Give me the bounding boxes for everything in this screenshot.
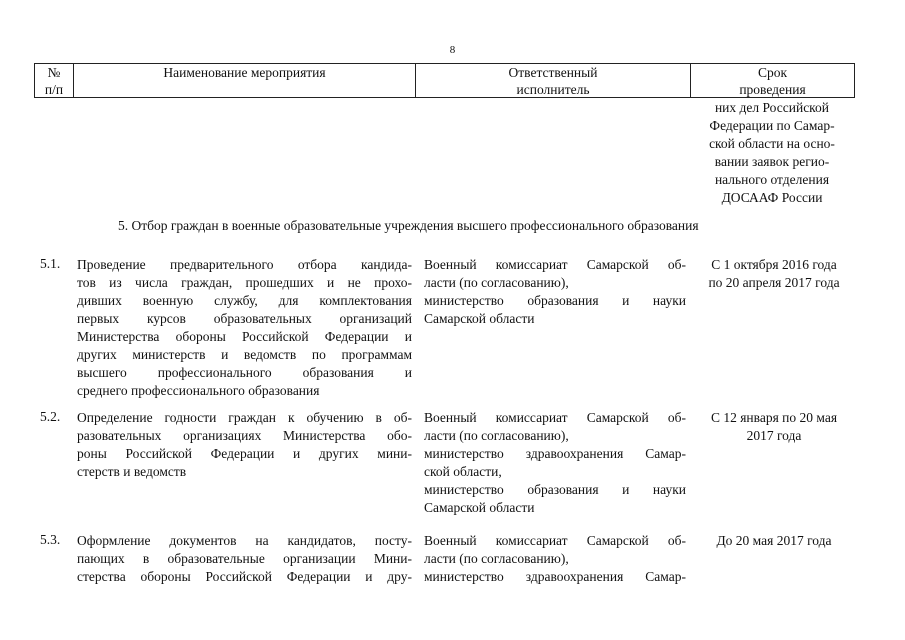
row-responsible-cell [424, 532, 686, 586]
row-resp-line: министерство образования и науки [424, 482, 686, 497]
row-name-line: тов из числа граждан, прошедших и не прохо- [77, 275, 412, 290]
row-name-line: пающих в образовательные организации Мини- [77, 551, 412, 566]
row-term-line: С 1 октября 2016 года [711, 257, 837, 272]
row-resp-line: Самарской области [424, 311, 535, 326]
row-resp-line: министерство здравоохранения Самар- [424, 446, 686, 461]
header-resp-line2: исполнитель [516, 82, 590, 97]
row-resp-line: Военный комиссариат Самарской об- [424, 257, 686, 272]
row-number: 5.1. [40, 256, 61, 271]
row-name-line: разовательных организациях Министерства обо- [77, 428, 412, 443]
continuation-line: ДОСААФ России [721, 190, 823, 205]
header-term [691, 64, 854, 98]
row-term-cell [690, 256, 858, 292]
row-name-line: Оформление документов на кандидатов, посту- [77, 533, 412, 548]
header-term-line2: проведения [739, 82, 806, 97]
row-name-line: роны Российской Федерации и других мини- [77, 446, 412, 461]
header-name-label: Наименование мероприятия [163, 65, 326, 80]
row-name-line: стерств и ведомств [77, 464, 187, 479]
row-responsible-cell [424, 409, 686, 517]
row-term-line: 2017 года [746, 428, 802, 443]
row-number: 5.3. [40, 532, 61, 547]
row-number: 5.2. [40, 409, 61, 424]
row-name-line: Определение годности граждан к обучению в об- [77, 410, 412, 425]
header-num-line2: п/п [44, 82, 64, 97]
continuation-line: ской области на осно- [709, 136, 835, 151]
header-num-line1: № [47, 65, 61, 80]
row-term-line: по 20 апреля 2017 года [708, 275, 840, 290]
row-resp-line: ской области, [424, 464, 502, 479]
row-name-line: первых курсов образовательных организаций [77, 311, 412, 326]
row-resp-line: Самарской области [424, 500, 535, 515]
row-resp-line: министерство образования и науки [424, 293, 686, 308]
section-title: 5. Отбор граждан в военные образовательные учреждения высшего профессионального образования [118, 218, 699, 233]
row-name-line: стерства обороны Российской Федерации и дру- [77, 569, 412, 584]
row-resp-line: Военный комиссариат Самарской об- [424, 410, 686, 425]
continuation-term-cell [688, 99, 856, 207]
row-responsible-cell [424, 256, 686, 328]
row-resp-line: Военный комиссариат Самарской об- [424, 533, 686, 548]
row-name-line: других министерств и ведомств по программам [77, 347, 412, 362]
row-resp-line: ласти (по согласованию), [424, 551, 569, 566]
header-responsible [416, 64, 690, 98]
page-number: 8 [449, 44, 456, 56]
row-term-cell [690, 532, 858, 550]
row-name-line: Министерства обороны Российской Федерации и [77, 329, 412, 344]
header-num [34, 64, 74, 98]
row-name-line: среднего профессионального образования [77, 383, 320, 398]
row-name-cell [77, 409, 412, 481]
row-resp-line: ласти (по согласованию), [424, 275, 569, 290]
row-name-line: высшего профессионального образования и [77, 365, 412, 380]
row-term-line: С 12 января по 20 мая [710, 410, 838, 425]
row-term-cell [690, 409, 858, 445]
continuation-line: Федерации по Самар- [709, 118, 835, 133]
continuation-line: вании заявок регио- [714, 154, 830, 169]
row-name-line: Проведение предварительного отбора кандида- [77, 257, 412, 272]
row-resp-line: министерство здравоохранения Самар- [424, 569, 686, 584]
continuation-line: них дел Российской [714, 100, 830, 115]
row-term-line: До 20 мая 2017 года [716, 533, 832, 548]
header-right-border [854, 63, 855, 98]
row-name-cell [77, 532, 412, 586]
header-name [74, 64, 415, 81]
header-resp-line1: Ответственный [508, 65, 598, 80]
continuation-line: нального отделения [714, 172, 830, 187]
row-resp-line: ласти (по согласованию), [424, 428, 569, 443]
header-term-line1: Срок [757, 65, 788, 80]
row-name-line: дивших военную службу, для комплектования [77, 293, 412, 308]
row-name-cell [77, 256, 412, 400]
